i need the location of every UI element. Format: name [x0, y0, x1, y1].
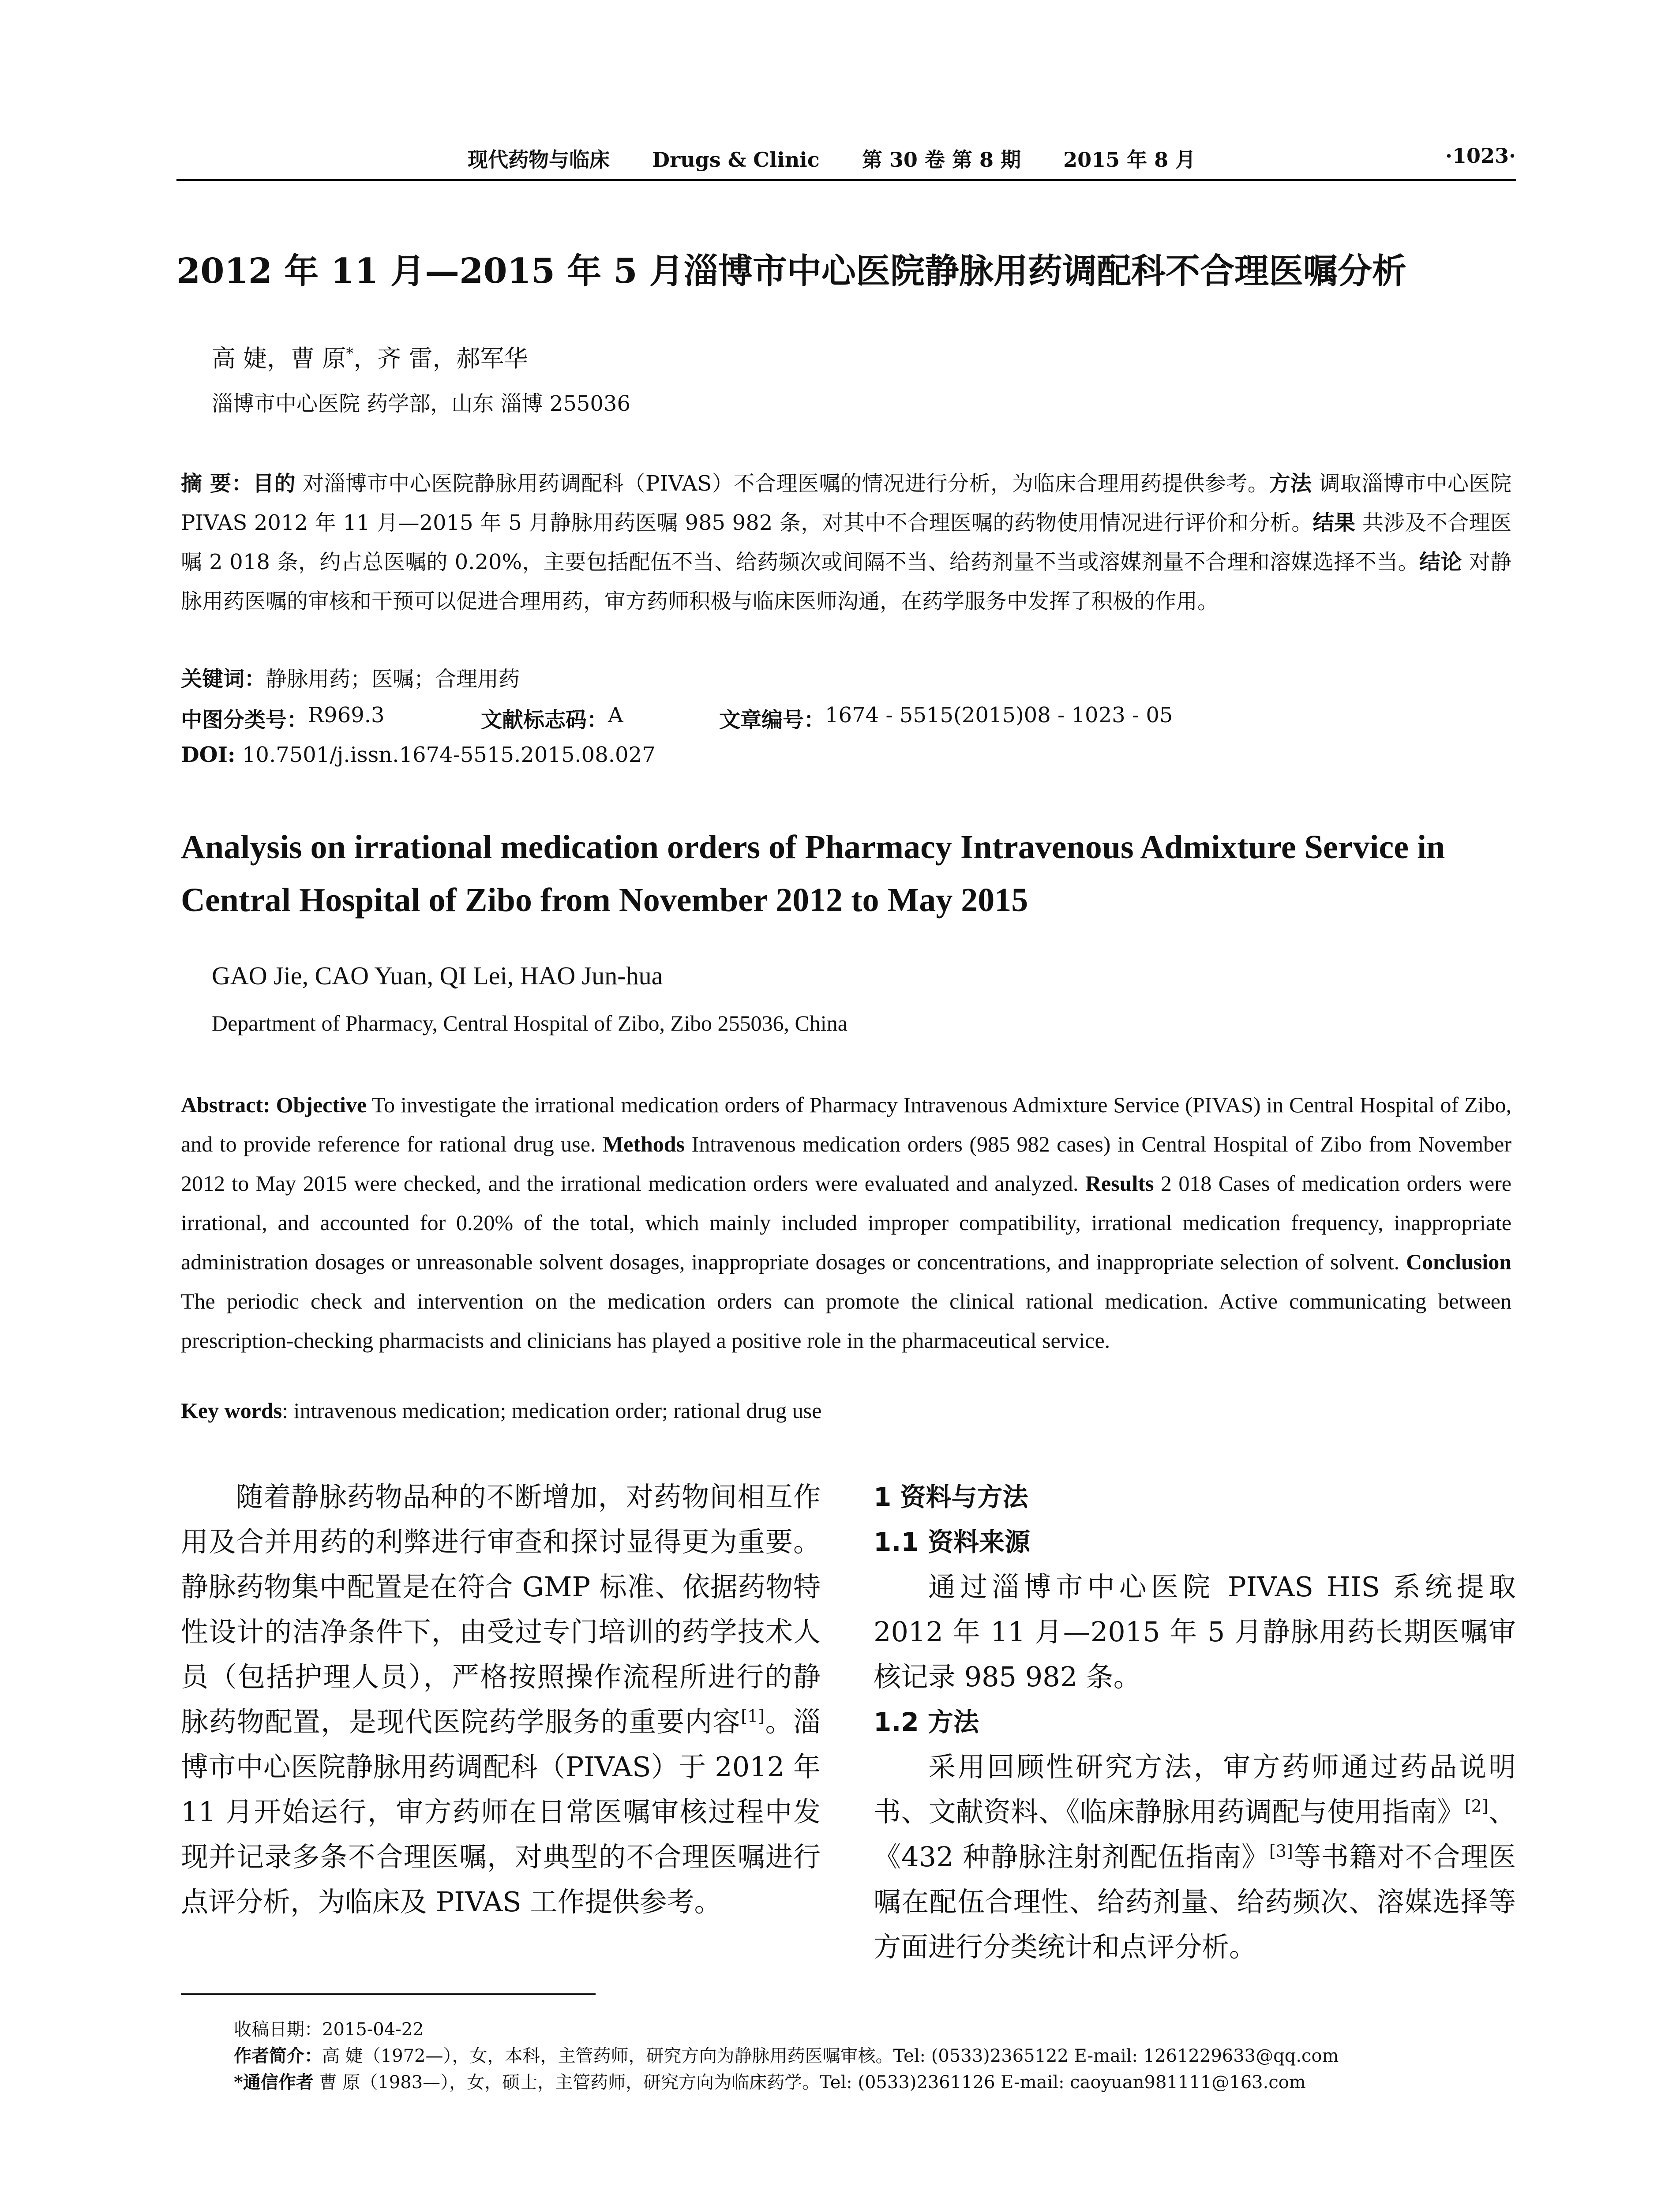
section-1-1-heading: 1.1 资料来源	[874, 1527, 1030, 1557]
intro-text-a: 随着静脉药物品种的不断增加，对药物间相互作用及合并用药的利弊进行审查和探讨显得更为重要。静脉药物集中配置是在符合 GMP 标准、依据药物特性设计的洁净条件下，由受过专门培训的药学技术人员（包括护理人员），严格按照操作流程所进行的静脉药物配置，是现代医院药学服务的重要内容	[181, 1481, 821, 1738]
section-1-2-heading: 1.2 方法	[874, 1707, 979, 1737]
doc-value: A	[608, 703, 623, 728]
conclusion-label-en: Conclusion	[1406, 1249, 1511, 1274]
conclusion-cn: 对静脉用药医嘱的审核和干预可以促进合理用药，审方药师积极与临床医师沟通，在药学服务中发挥了积极的作用。	[181, 550, 1511, 614]
header-journal	[468, 144, 1196, 173]
section-1-1-paragraph: 通过淄博市中心医院 PIVAS HIS 系统提取 2012 年 11 月—2015 年 5 月静脉用药长期医嘱审核记录 985 982 条。	[874, 1571, 1516, 1693]
methods-label-en: Methods	[602, 1132, 685, 1156]
keywords-en-label: Key words	[181, 1398, 282, 1423]
clc-code	[181, 703, 385, 733]
classification-row	[181, 703, 1511, 734]
conclusion-en: The periodic check and intervention on the medication orders can promote the clinical rational medication. Active communicating between prescription-checking pharmacists and clinicians has played a positive role in the pharmaceutical service.	[181, 1289, 1511, 1353]
doc-code	[481, 703, 623, 733]
doc-label: 文献标志码：	[481, 708, 608, 732]
conclusion-label-cn: 结论	[1419, 550, 1462, 574]
footnote-author	[234, 2042, 1339, 2067]
affiliation-cn: 淄博市中心医院 药学部，山东 淄博 255036	[212, 391, 631, 416]
abstract-en-label: Abstract:	[181, 1092, 276, 1117]
running-header	[176, 144, 1516, 181]
intro-paragraph	[181, 1474, 821, 1925]
section-1-heading: 1 资料与方法	[874, 1482, 1028, 1512]
methods-text-a: 采用回顾性研究方法，审方药师通过药品说明书、文献资料、《临床静脉用药调配与使用指南》	[874, 1751, 1516, 1828]
title-cn: 2012 年 11 月—2015 年 5 月淄博市中心医院静脉用药调配科不合理医嘱分析	[176, 251, 1406, 291]
footnote-rule	[181, 1993, 596, 1995]
results-cn: 共涉及不合理医嘱 2 018 条，约占总医嘱的 0.20%，主要包括配伍不当、给药频次或间隔不当、给药剂量不当或溶媒剂量不合理和溶媒选择不当。	[181, 510, 1511, 574]
footnote-corr-text: 曹 原（1983—），女，硕士，主管药师，研究方向为临床药学。Tel: (0533)2361126 E-mail: caoyuan981111@163.com	[313, 2072, 1306, 2093]
objective-label-en: Objective	[276, 1092, 367, 1117]
doi-label: DOI:	[181, 743, 236, 767]
footnote-corresponding	[234, 2068, 1306, 2093]
keywords-en-text: : intravenous medication; medication order; rational drug use	[282, 1398, 822, 1423]
results-label-cn: 结果	[1312, 510, 1356, 535]
authors-en: GAO Jie, CAO Yuan, QI Lei, HAO Jun-hua	[212, 961, 663, 990]
footnote-corr-label: *通信作者	[234, 2072, 314, 2093]
body-column-right	[874, 1474, 1516, 1970]
section-1-2-paragraph	[874, 1745, 1516, 1970]
objective-en: To investigate the irrational medication orders of Pharmacy Intravenous Admixture Service (PIVAS) in Central Hospital of Zibo, and to provide reference for rational drug use.	[181, 1092, 1511, 1156]
journal-en: Drugs & Clinic	[652, 148, 820, 172]
ref-3: [3]	[1269, 1841, 1293, 1861]
page-number: ·1023·	[1445, 144, 1516, 168]
footnote-author-text: 高 婕（1972—），女，本科，主管药师，研究方向为静脉用药医嘱审核。Tel: (0533)2365122 E-mail: 1261229633@qq.com	[322, 2046, 1339, 2066]
authors-cn-part1: 高 婕，曹 原	[212, 345, 346, 372]
objective-label-cn: 目的	[252, 471, 296, 496]
methods-text-c: 等书籍对不合理医嘱在配伍合理性、给药剂量、给药频次、溶媒选择等方面进行分类统计和点评分析。	[874, 1841, 1516, 1963]
results-label-en: Results	[1085, 1171, 1154, 1196]
journal-cn: 现代药物与临床	[468, 148, 610, 172]
article-number	[719, 703, 1173, 733]
clc-label: 中图分类号：	[181, 708, 308, 732]
keywords-cn	[181, 662, 520, 692]
abstract-en	[181, 1085, 1511, 1360]
issue-date: 2015 年 8 月	[1063, 148, 1196, 172]
authors-cn-part2: ，齐 雷，郝军华	[353, 345, 528, 372]
title-en: Analysis on irrational medication orders of Pharmacy Intravenous Admixture Service in Central Hospital of Zibo from November 2012 to May 2015	[181, 829, 1445, 919]
article-label: 文章编号：	[719, 708, 825, 732]
methods-en: Intravenous medication orders (985 982 cases) in Central Hospital of Zibo from November 2012 to May 2015 were checked, and the irrational medication orders were evaluated and analyzed.	[181, 1132, 1511, 1196]
affiliation-en: Department of Pharmacy, Central Hospital of Zibo, Zibo 255036, China	[212, 1011, 848, 1035]
article-value: 1674 - 5515(2015)08 - 1023 - 05	[825, 703, 1173, 728]
methods-text-b: 、《432 种静脉注射剂配伍指南》	[874, 1796, 1516, 1873]
corresponding-mark: *	[346, 345, 354, 362]
methods-label-cn: 方法	[1269, 471, 1312, 496]
keywords-cn-label: 关键词：	[181, 667, 266, 691]
intro-text-b: 。淄博市中心医院静脉用药调配科（PIVAS）于 2012 年 11 月开始运行，审方药师在日常医嘱审核过程中发现并记录多条不合理医嘱，对典型的不合理医嘱进行点评分析，为临床及 PIVAS 工作提供参考。	[181, 1706, 821, 1918]
authors-cn	[212, 340, 528, 374]
abstract-cn	[181, 464, 1511, 621]
doi-value: 10.7501/j.issn.1674-5515.2015.08.027	[235, 743, 656, 767]
keywords-cn-text: 静脉用药；医嘱；合理用药	[266, 667, 520, 691]
ref-2: [2]	[1464, 1796, 1489, 1816]
objective-cn: 对淄博市中心医院静脉用药调配科（PIVAS）不合理医嘱的情况进行分析，为临床合理用药提供参考。	[296, 471, 1269, 496]
results-en: 2 018 Cases of medication orders were irrational, and accounted for 0.20% of the total, which mainly included improper compatibility, irrational medication frequency, inappropriate administration dosages or unreasonable solvent dosages, inappropriate dosages or concentrations, and inappropriate selection of solvent.	[181, 1171, 1511, 1274]
ref-1: [1]	[741, 1706, 765, 1726]
clc-value: R969.3	[308, 703, 385, 728]
doi	[181, 743, 656, 767]
body-column-left	[181, 1474, 821, 1925]
abstract-cn-label: 摘 要：	[181, 471, 253, 496]
methods-cn: 调取淄博市中心医院 PIVAS 2012 年 11 月—2015 年 5 月静脉用药医嘱 985 982 条，对其中不合理医嘱的药物使用情况进行评价和分析。	[181, 471, 1511, 535]
volume-issue: 第 30 卷 第 8 期	[862, 148, 1021, 172]
footnote-received: 收稿日期：2015-04-22	[234, 2019, 424, 2040]
keywords-en	[181, 1398, 821, 1423]
footnote-author-label: 作者简介：	[234, 2045, 322, 2066]
